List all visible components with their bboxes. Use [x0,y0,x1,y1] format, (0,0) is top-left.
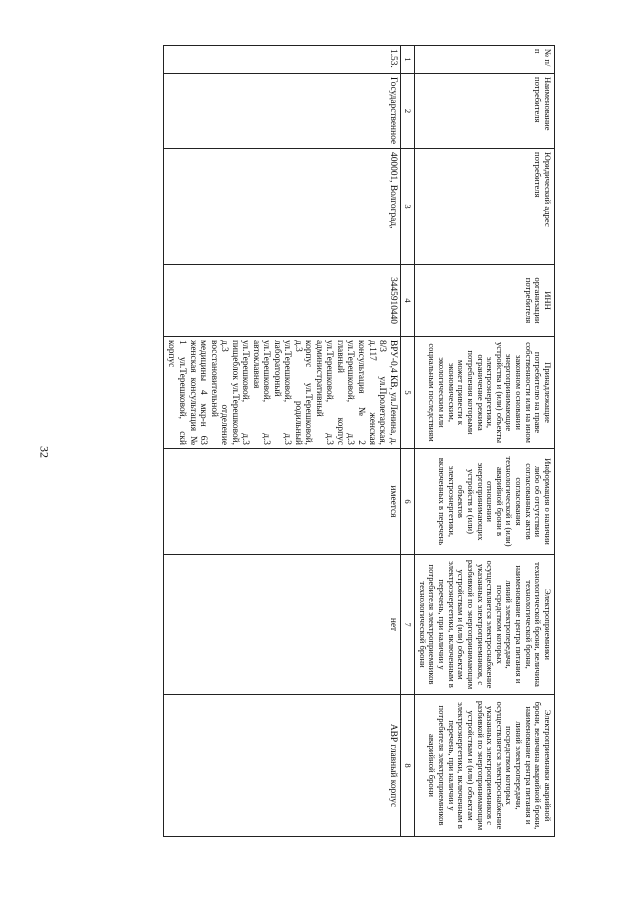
acts-status: имеется [163,449,400,555]
table-header-row [415,46,555,837]
consumer-inn: 3445910440 [163,265,400,337]
column-number-row [400,46,415,837]
header-cell: Юридический адрес потребителя [415,149,555,265]
page-number: 32 [37,446,52,458]
header-cell: Информация о наличии либо об отсутствии согласованных актов согласования технологической и (или) аварийной брони в отношении энергопринимающих устройств и (или) объектов электроэнергетики, включенных в перечень [415,449,555,555]
consumer-objects: ВРУ-0,4 КВ, ул.Ленина, д. 8/3 ул.Пролетарская, д.117 женская консультация № 2 ул.Терешковой, д.3 главный корпус ул.Терешковой, д.3 административный корпус ул.Терешковой, д.3 родильный ул.Терешковой, д.3 лабораторный ул.Терешковой, д.3 автоклавная ул.Терешковой, д.3 пищеблок ул.Терешковой, д.3 отделение восстановительной медицины 4 мкр-н 63 женская консультация № 1 ул.Терешковой, скй корпус [163,337,400,449]
column-number: 5 [400,337,415,449]
column-number: 3 [400,149,415,265]
row-number: 1.53. [163,46,400,74]
header-cell: Электроприемники аварийной брони, величина аварийной брони, наименование центра питания и линий электропередачи, посредством которых осуществляется электроснабжение указанных электроприемников с разбивкой по энергопринимающим устройствам и (или) объектам электроэнергетики, включенным в перечень, при наличии у потребителя электроприемников аварийной брони [415,695,555,837]
consumer-address: 400001, Волгоград, [163,149,400,265]
column-number: 8 [400,695,415,837]
column-number: 1 [400,46,415,74]
header-cell: № п/п [415,46,555,74]
tech-reserve: нет [163,555,400,695]
emergency-reserve: АВР главный корпус [163,695,400,837]
header-cell: ИНН организации потребителя [415,265,555,337]
column-number: 2 [400,74,415,149]
column-number: 7 [400,555,415,695]
header-cell: Электроприемники технологической брони, величина технологической брони, наименование центра питания и линий электропередачи, посредством которых осуществляется электроснабжение указанных электроприемников, с разбивкой по энергопринимающим устройствам и (или) объектам электроэнергетики, включенным в перечень, при наличии у потребителя электроприемников технологической брони [415,555,555,695]
consumer-name: Государственное [163,74,400,149]
column-number: 4 [400,265,415,337]
table-row [163,46,400,837]
header-cell: Наименование потребителя [415,74,555,149]
column-number: 6 [400,449,415,555]
header-cell: Принадлежащие потребителю на праве собственности или на ином законном основании энергопринимающие устройства и (или) объекты электроэнергетики, ограничение режима потребления которыми может привести к экономическим, экологическим или социальным последствиям [415,337,555,449]
consumer-table [163,45,555,837]
